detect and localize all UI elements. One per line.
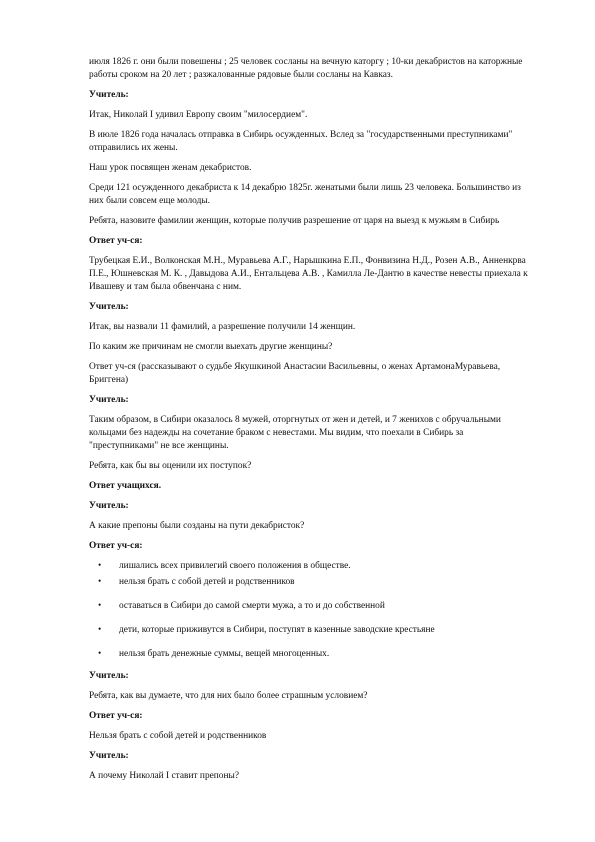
paragraph: июля 1826 г. они были повешены ; 25 человек сосланы на вечную каторгу ; 10-ки декабристов на каторжные работы сроком на 20 лет ; разжалованные рядовые были сосланы на Кавказ.	[89, 57, 523, 80]
paragraph: Ребята, как бы вы оценили их поступок?	[89, 461, 252, 471]
paragraph: По каким же причинам не смогли выехать другие женщины?	[89, 342, 333, 352]
speaker-heading-answer: Ответ уч-ся:	[89, 541, 143, 551]
paragraph: А почему Николай I ставит препоны?	[89, 771, 239, 781]
list-item: • нельзя брать с собой детей и родственников	[89, 576, 529, 589]
paragraph: Ребята, как вы думаете, что для них было более страшным условием?	[89, 691, 368, 701]
speaker-heading-answer-students: Ответ учащихся.	[89, 481, 162, 491]
paragraph: Ответ уч-ся (рассказывают о судьбе Якушкиной Анастасии Васильевны, о женах АртамонаМуравьева, Бриггена)	[89, 362, 501, 385]
paragraph: Таким образом, в Сибири оказалось 8 мужей, оторгнутых от жен и детей, и 7 женихов с обручальными кольцами без надежды на сочетание браком с невестами. Мы видим, что поехали в Сибирь за "преступниками" не все женщины.	[89, 415, 501, 451]
paragraph: Трубецкая Е.И., Волконская М.Н., Муравьева А.Г., Нарышкина Е.П., Фонвизина Н.Д., Розен А.В., Анненкрва П.Е., Юшневская М. К. , Давыдова А.И., Ентальцева А.В. , Камилла Ле-Дантю в качестве невесты приехала к Ивашеву и там была обвенчана с ним.	[89, 256, 528, 292]
paragraph: Ребята, назовите фамилии женщин, которые получив разрешение от царя на выезд к мужьям в Сибирь	[89, 216, 500, 226]
list-item: • дети, которые приживутся в Сибири, поступят в казенные заводские крестьяне	[89, 624, 529, 637]
speaker-heading-teacher: Учитель:	[89, 671, 129, 681]
speaker-heading-teacher: Учитель:	[89, 90, 129, 100]
list-item: • нельзя брать денежные суммы, вещей многоценных.	[89, 648, 529, 661]
paragraph: Нельзя брать с собой детей и родственников	[89, 731, 267, 741]
speaker-heading-teacher: Учитель:	[89, 751, 129, 761]
speaker-heading-teacher: Учитель:	[89, 395, 129, 405]
document-body	[89, 56, 529, 790]
bullet-list	[89, 560, 529, 661]
list-item: • лишались всех привилегий своего положения в обществе.	[89, 560, 529, 573]
speaker-heading-teacher: Учитель:	[89, 501, 129, 511]
list-item: • оставаться в Сибири до самой смерти мужа, а то и до собственной	[89, 600, 529, 613]
paragraph: Итак, Николай I удивил Европу своим "милосердием".	[89, 110, 308, 120]
paragraph: Наш урок посвящен женам декабристов.	[89, 163, 252, 173]
paragraph: В июле 1826 года началась отправка в Сибирь осужденных. Вслед за "государственными преступниками" отправились их жены.	[89, 130, 513, 153]
paragraph: А какие препоны были созданы на пути декабристок?	[89, 521, 305, 531]
speaker-heading-answer: Ответ уч-ся:	[89, 711, 143, 721]
paragraph: Среди 121 осужденного декабриста к 14 декабрю 1825г. женатыми были лишь 23 человека. Большинство из них были совсем еще молоды.	[89, 183, 521, 206]
speaker-heading-teacher: Учитель:	[89, 302, 129, 312]
paragraph: Итак, вы назвали 11 фамилий, а разрешение получили 14 женщин.	[89, 322, 356, 332]
speaker-heading-answer: Ответ уч-ся:	[89, 236, 143, 246]
